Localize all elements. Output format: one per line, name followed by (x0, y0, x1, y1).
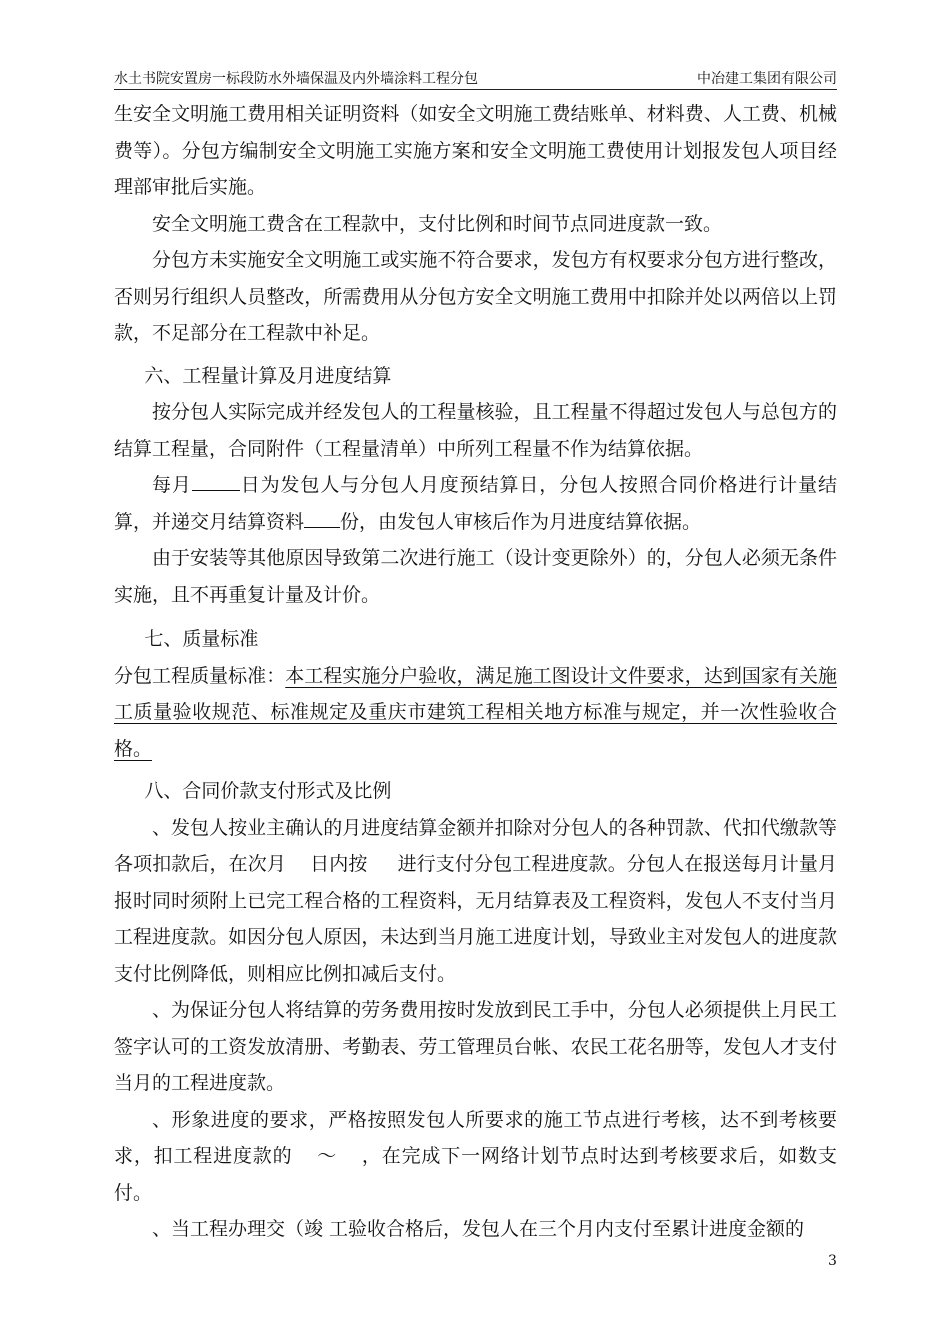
text-segment: 每月 (152, 474, 192, 496)
section-heading-7: 七、质量标准 (144, 628, 259, 650)
paragraph-completion-payment: 、当工程办理交（竣 工验收合格后，发包人在三个月内支付至累计进度金额的 (152, 1218, 805, 1240)
paragraph-safety-fee-payment: 安全文明施工费含在工程款中，支付比例和时间节点同进度款一致。 (152, 212, 723, 235)
paragraph-milestone-assessment (114, 1102, 837, 1212)
page-header (114, 69, 837, 90)
paragraph-safety-docs: 生安全文明施工费用相关证明资料（如安全文明施工费结账单、材料费、人工费、机械费等）。分包方编制安全文明施工实施方案和安全文明施工费使用计划报发包人项目经理部审批后实施。 (114, 103, 837, 198)
text-segment: 日为发包人与分包人月度预结算日，分包人按照合同价格进行计量结算，并递交月结算资料 (114, 474, 837, 533)
text-segment: 、形象进度的要求，严格按照发包人所要求的施工节点进行考核，达不到考核要求，扣工程进度款的 (114, 1108, 837, 1167)
quality-standard-underlined: 本工程实施分户验收，满足施工图设计文件要求，达到国家有关施工质量验收规范、标准规定及重庆市建筑工程相关地方标准与规定，并一次性验收合格。 (114, 664, 837, 760)
text-segment: 、发包人按业主确认的月进度结算金额并扣除对分包人的各种罚款、代扣代缴款等各项扣款后，在次月 (114, 816, 837, 875)
paragraph-safety-penalty: 分包方未实施安全文明施工或实施不符合要求，发包方有权要求分包方进行整改，否则另行组织人员整改，所需费用从分包方安全文明施工费用中扣除并处以两倍以上罚款，不足部分在工程款中补足。 (114, 249, 837, 344)
paragraph-reconstruction: 由于安装等其他原因导致第二次进行施工（设计变更除外）的，分包人必须无条件实施，且不再重复计量及计价。 (114, 547, 837, 606)
text-segment: 份，由发包人审核后作为月进度结算依据。 (340, 510, 702, 533)
blank-day-field (192, 472, 240, 491)
header-project-title: 水土书院安置房一标段防水外墙保温及内外墙涂料工程分包 (114, 71, 478, 87)
text-segment: 日内按 (310, 853, 368, 875)
section-heading-6: 六、工程量计算及月进度结算 (144, 364, 392, 387)
text-segment: ～ (316, 1145, 338, 1167)
paragraph-quality-standard (114, 658, 837, 768)
text-segment: ，在完成下一网络计划节点时达到考核要求后，如数支付。 (114, 1145, 837, 1204)
text-segment: 分包工程质量标准： (114, 664, 286, 687)
document-body (114, 96, 837, 1248)
paragraph-quantity-verification: 按分包人实际完成并经发包人的工程量核验，且工程量不得超过发包人与总包方的结算工程量，合同附件（工程量清单）中所列工程量不作为结算依据。 (114, 401, 837, 460)
header-company-name: 中冶建工集团有限公司 (697, 71, 837, 87)
paragraph-monthly-settlement (114, 467, 837, 540)
text-segment: 进行支付分包工程进度款。分包人在报送每月计量月报时同时须附上已完工程合格的工程资料，无月结算表及工程资料，发包人不支付当月工程进度款。如因分包人原因，未达到当月施工进度计划，导致业主对发包人的进度款支付比例降低，则相应比例扣减后支付。 (114, 853, 837, 985)
section-heading-8: 八、合同价款支付形式及比例 (144, 780, 392, 802)
blank-copies-field (304, 509, 340, 528)
paragraph-progress-payment (114, 810, 837, 993)
paragraph-wage-docs: 、为保证分包人将结算的劳务费用按时发放到民工手中，分包人必须提供上月民工签字认可的工资发放清册、考勤表、劳工管理员台帐、农民工花名册等，发包人才支付当月的工程进度款。 (114, 999, 837, 1094)
page-number: 3 (828, 1253, 837, 1269)
